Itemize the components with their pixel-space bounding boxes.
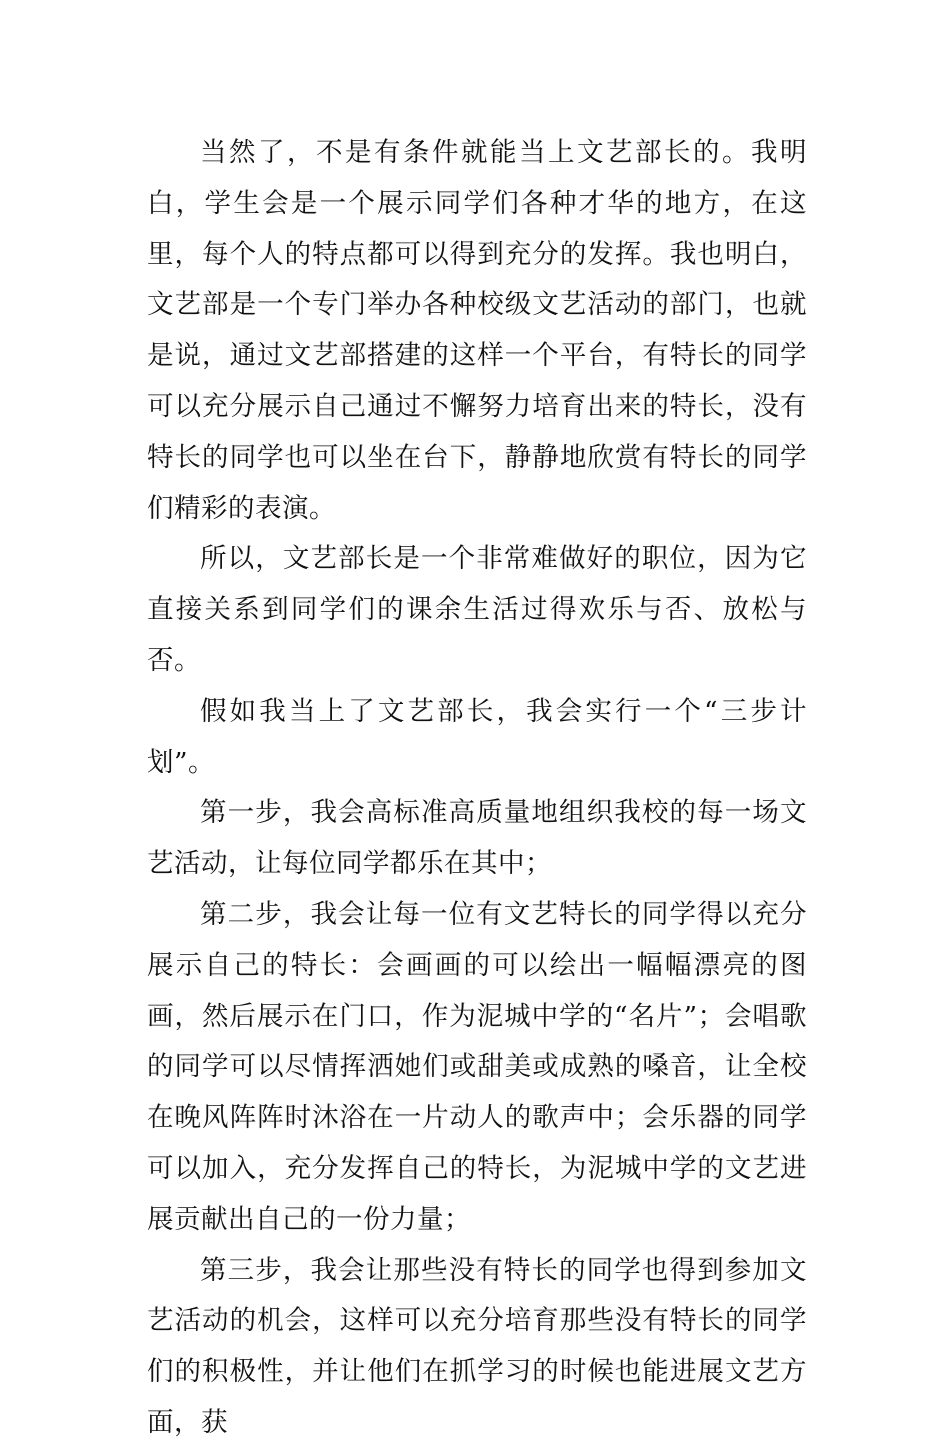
paragraph-3: 假如我当上了文艺部长，我会实行一个“三步计划”。	[147, 695, 807, 778]
paragraph-5: 第二步，我会让每一位有文艺特长的同学得以充分展示自己的特长：会画画的可以绘出一幅幅漂亮的图画，然后展示在门口，作为泥城中学的“名片”；会唱歌的同学可以尽情挥洒她们或甜美或成熟的嗓音，让全校在晚风阵阵时沐浴在一片动人的歌声中；会乐器的同学可以加入，充分发挥自己的特长，为泥城中学的文艺进展贡献出自己的一份力量；	[147, 898, 807, 1235]
paragraph-4: 第一步，我会高标准高质量地组织我校的每一场文艺活动，让每位同学都乐在其中；	[147, 797, 807, 880]
paragraph-1: 当然了，不是有条件就能当上文艺部长的。我明白，学生会是一个展示同学们各种才华的地方，在这里，每个人的特点都可以得到充分的发挥。我也明白，文艺部是一个专门举办各种校级文艺活动的部门，也就是说，通过文艺部搭建的这样一个平台，有特长的同学可以充分展示自己通过不懈努力培育出来的特长，没有特长的同学也可以坐在台下，静静地欣赏有特长的同学们精彩的表演。	[147, 137, 807, 524]
paragraph-6: 第三步，我会让那些没有特长的同学也得到参加文艺活动的机会，这样可以充分培育那些没有特长的同学们的积极性，并让他们在抓学习的时候也能进展文艺方面，获	[147, 1254, 807, 1438]
document-body	[147, 128, 807, 1449]
paragraph-2: 所以，文艺部长是一个非常难做好的职位，因为它直接关系到同学们的课余生活过得欢乐与否、放松与否。	[147, 543, 807, 676]
